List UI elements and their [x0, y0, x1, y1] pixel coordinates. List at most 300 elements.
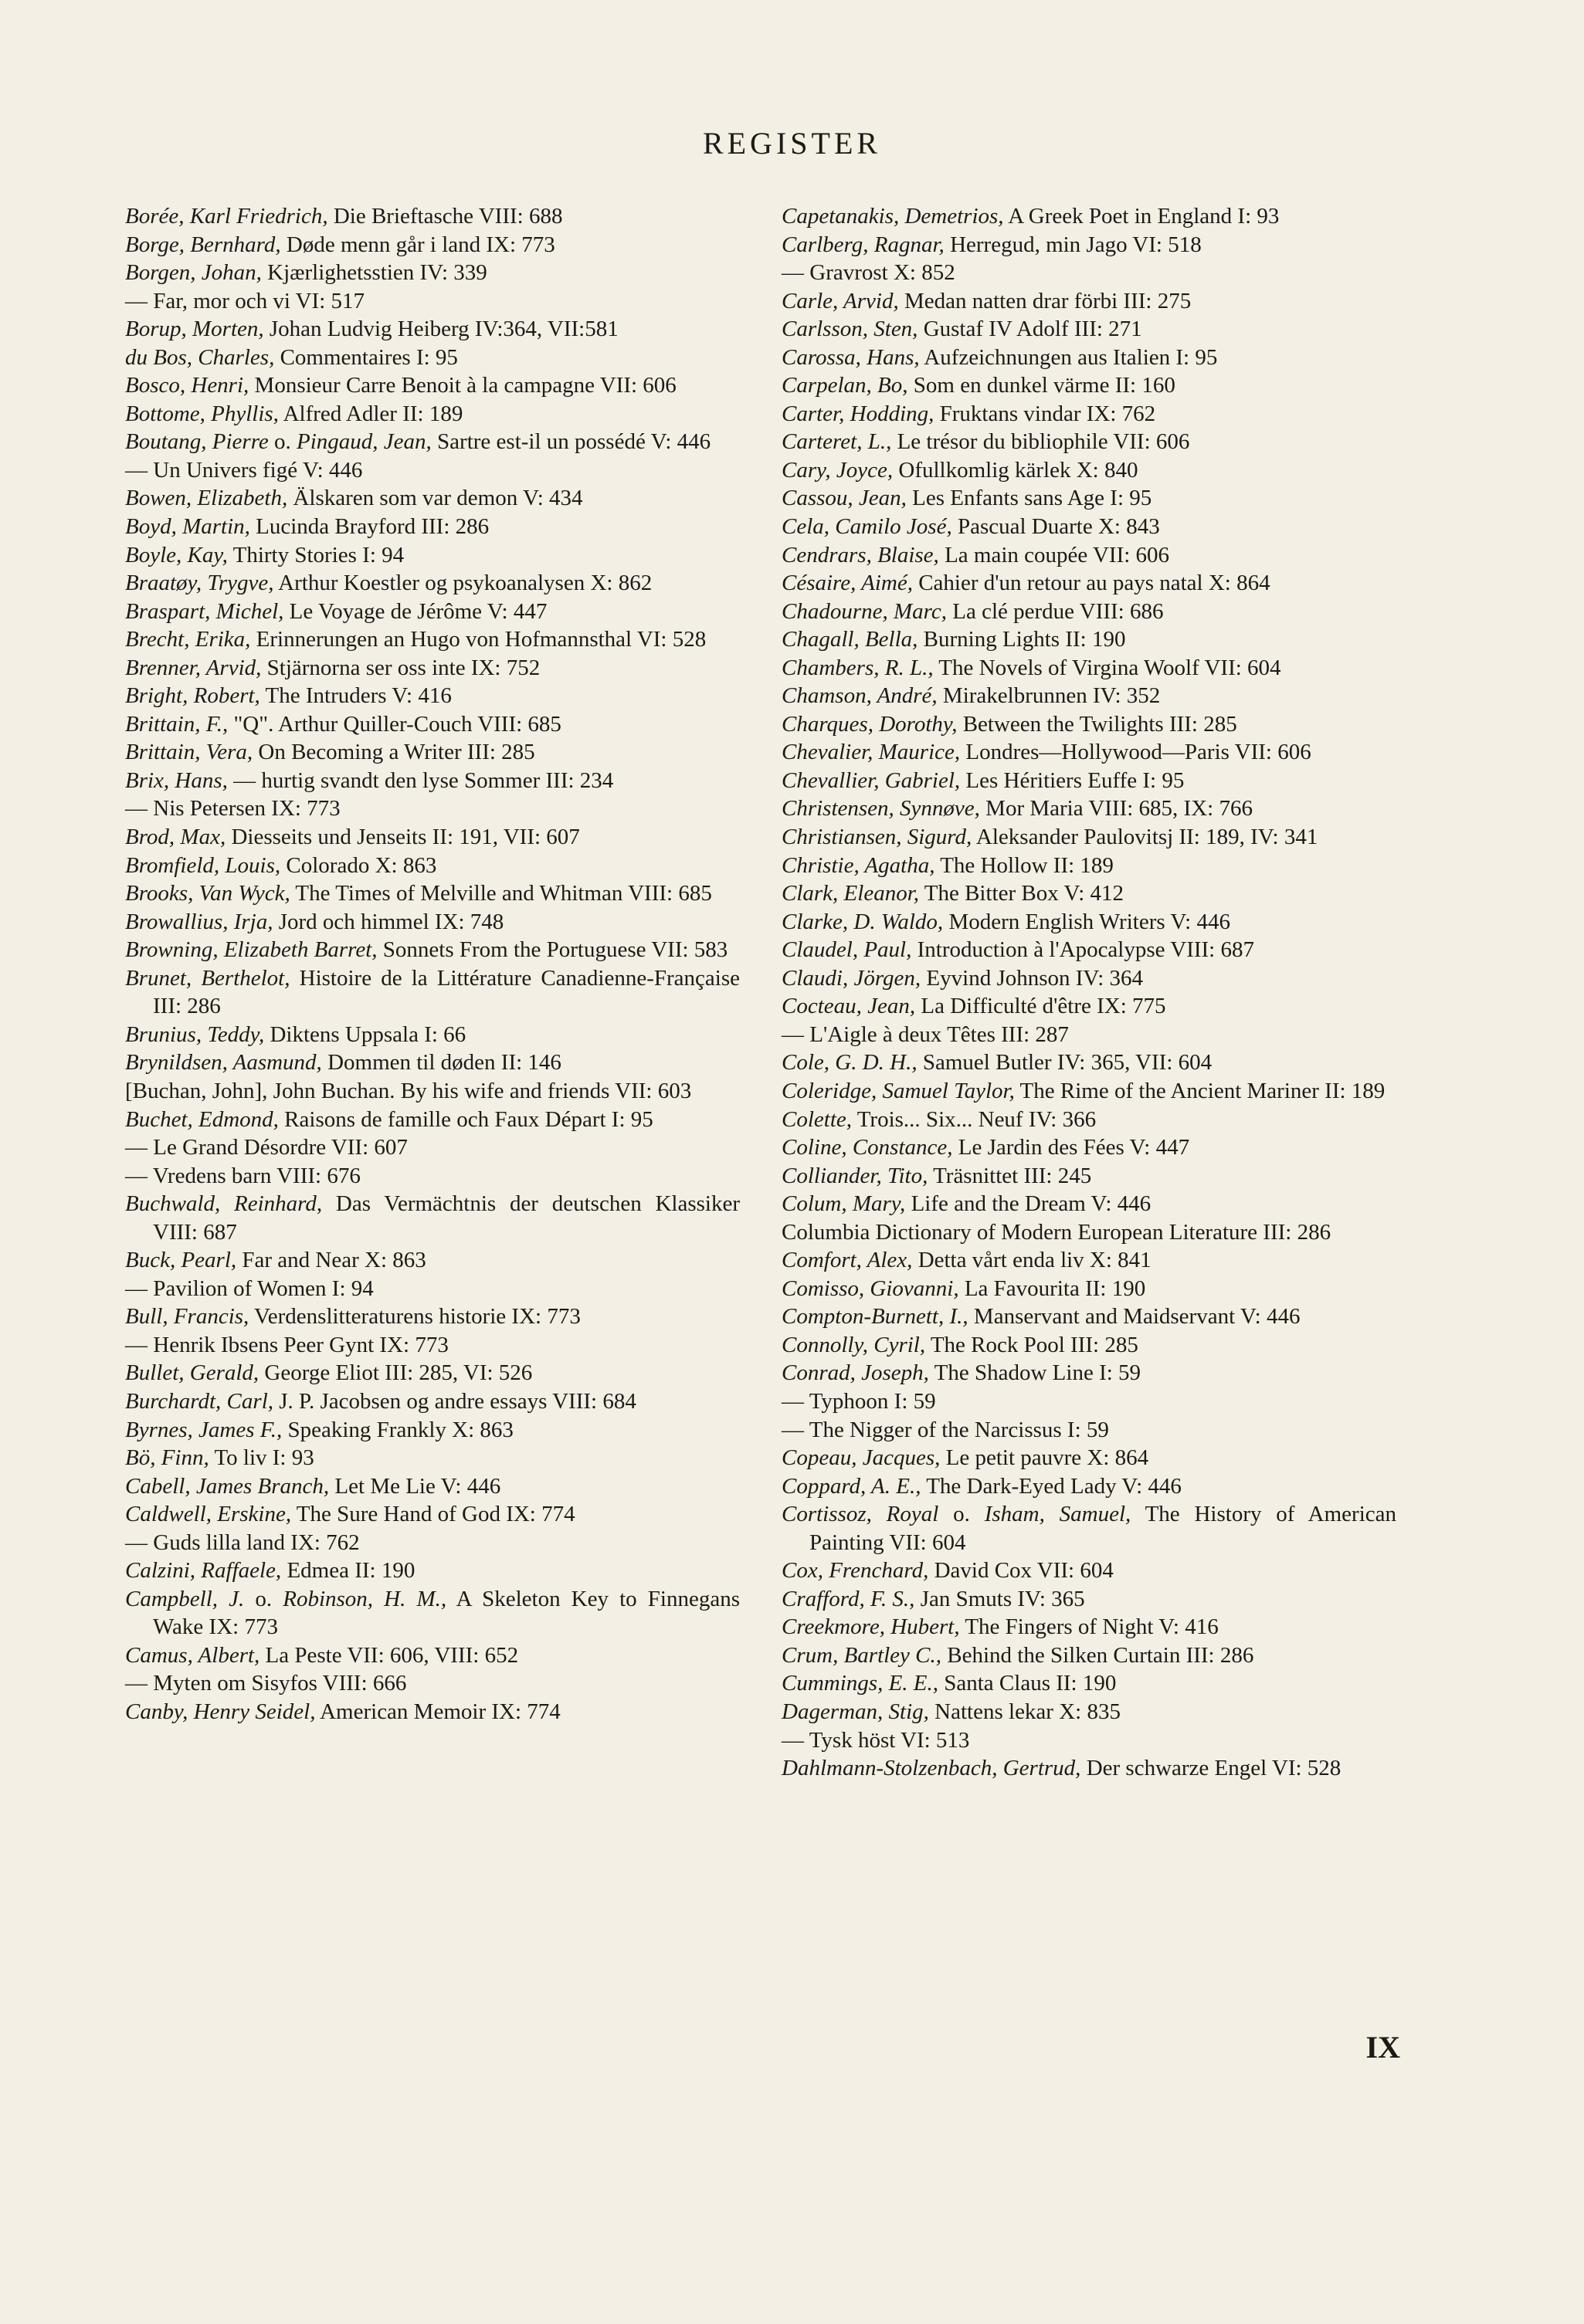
entry-author: Brunet, Berthelot, [125, 965, 290, 991]
entry-author: Coline, Constance, [782, 1135, 953, 1160]
entry-text: The Novels of Virgina Woolf VII: 604 [933, 655, 1281, 680]
entry-author: Christensen, Synnøve, [782, 796, 980, 822]
index-entry [782, 654, 1396, 683]
entry-text: Les Héritiers Euffe I: 95 [960, 767, 1185, 793]
entry-author: Bullet, Gerald, [125, 1360, 259, 1386]
entry-text: A Greek Poet in England I: 93 [1003, 204, 1280, 229]
index-entry [782, 682, 1396, 710]
entry-author: Cox, Frenchard, [782, 1558, 929, 1584]
index-entry [125, 1162, 740, 1191]
entry-text: Älskaren som var demon V: 434 [287, 486, 583, 511]
index-entry [782, 231, 1396, 259]
index-entry [782, 936, 1396, 964]
entry-text: Stjärnorna ser oss inte IX: 752 [261, 655, 541, 680]
index-entry [782, 569, 1396, 598]
entry-author: Claudel, Paul, [782, 937, 912, 963]
index-entry [125, 598, 740, 626]
index-entry [782, 1557, 1396, 1585]
entry-author: Borgen, Johan, [125, 260, 262, 286]
entry-author: Copeau, Jacques, [782, 1445, 941, 1471]
entry-author: du Bos, Charles, [125, 344, 275, 370]
index-entry [782, 344, 1396, 372]
entry-text: La main coupée VII: 606 [938, 542, 1170, 567]
entry-text: — L'Aigle à deux Têtes III: 287 [782, 1021, 1069, 1047]
entry-author: Brenner, Arvid, [125, 655, 262, 680]
index-entry [125, 1359, 740, 1387]
entry-text: Le Voyage de Jérôme V: 447 [283, 598, 548, 624]
entry-author: Buchwald, Reinhard, [125, 1191, 323, 1217]
entry-author: Chadourne, Marc, [782, 598, 947, 624]
entry-text: Le trésor du bibliophile VII: 606 [891, 429, 1190, 455]
index-entry [782, 794, 1396, 823]
entry-text: Träsnittet III: 245 [928, 1163, 1092, 1188]
entry-text: Diesseits und Jenseits II: 191, VII: 607 [226, 825, 580, 850]
index-entry [782, 1726, 1396, 1755]
entry-text: The Rime of the Ancient Mariner II: 189 [1014, 1078, 1386, 1103]
index-entry [125, 400, 740, 429]
index-entry [782, 1133, 1396, 1162]
entry-text: Colorado X: 863 [280, 852, 437, 878]
index-entry [782, 908, 1396, 937]
entry-author: Burchardt, Carl, [125, 1388, 273, 1414]
entry-author: Cole, G. D. H., [782, 1050, 917, 1076]
entry-author: Boyle, Kay, [125, 542, 228, 567]
entry-text: The History of American Painting VII: 604 [809, 1502, 1396, 1555]
index-entry [125, 1387, 740, 1416]
index-entry [125, 484, 740, 513]
index-entry [782, 1190, 1396, 1218]
index-entry [782, 1444, 1396, 1472]
index-entry [125, 1246, 740, 1275]
entry-text: The Shadow Line I: 59 [928, 1360, 1141, 1386]
page-number: IX [1365, 2030, 1400, 2065]
entry-text: Trois... Six... Neuf IV: 366 [852, 1106, 1097, 1132]
index-entry [782, 1218, 1396, 1247]
entry-author: Cocteau, Jean, [782, 994, 916, 1019]
entry-text: Le petit pauvre X: 864 [940, 1445, 1149, 1471]
entry-author: Comfort, Alex, [782, 1248, 913, 1273]
entry-author: Cary, Joyce, [782, 457, 894, 483]
entry-text: — Tysk höst VI: 513 [782, 1727, 970, 1753]
entry-text: David Cox VII: 604 [928, 1558, 1114, 1584]
entry-text: Jord och himmel IX: 748 [273, 909, 504, 934]
entry-author: Cendrars, Blaise, [782, 542, 939, 567]
entry-text: Speaking Frankly X: 863 [282, 1417, 514, 1442]
entry-text: Mirakelbrunnen IV: 352 [937, 683, 1161, 709]
index-entry [782, 879, 1396, 908]
index-entry [125, 1641, 740, 1670]
index-entry [782, 1275, 1396, 1303]
entry-author: Brecht, Erika, [125, 627, 251, 652]
entry-text: The Fingers of Night V: 416 [959, 1614, 1219, 1640]
index-column-right [782, 202, 1396, 1783]
index-entry [125, 682, 740, 710]
entry-text: Raisons de famille och Faux Départ I: 95 [278, 1106, 653, 1132]
entry-author: Boyd, Martin, [125, 514, 250, 540]
entry-text: Jan Smuts IV: 365 [914, 1586, 1085, 1611]
entry-text: Alfred Adler II: 189 [278, 401, 463, 426]
index-entry [782, 1641, 1396, 1670]
entry-text: Das Vermächtnis der deutschen Klassiker VIII: 687 [153, 1191, 740, 1245]
index-entry [782, 852, 1396, 880]
entry-author: Caldwell, Erskine, [125, 1502, 292, 1527]
entry-text: Fruktans vindar IX: 762 [934, 401, 1156, 426]
entry-text: Behind the Silken Curtain III: 286 [941, 1642, 1254, 1668]
index-entry [125, 1416, 740, 1445]
entry-author: Brynildsen, Aasmund, [125, 1050, 322, 1076]
entry-author: Comisso, Giovanni, [782, 1275, 959, 1301]
entry-text: George Eliot III: 285, VI: 526 [259, 1360, 533, 1386]
index-entry [125, 1529, 740, 1557]
entry-author: Carlsson, Sten, [782, 317, 918, 342]
entry-text: The Intruders V: 416 [259, 683, 452, 709]
index-entry [125, 1698, 740, 1726]
index-entry [782, 1162, 1396, 1191]
index-entry [782, 1669, 1396, 1698]
entry-author: Compton-Burnett, I., [782, 1304, 968, 1330]
index-entry [125, 513, 740, 541]
index-entry [782, 1472, 1396, 1501]
entry-author: Browning, Elizabeth Barret, [125, 937, 378, 963]
entry-author: Creekmore, Hubert, [782, 1614, 960, 1640]
index-entry [782, 738, 1396, 767]
index-entry [125, 710, 740, 739]
entry-text: — Le Grand Désordre VII: 607 [125, 1135, 408, 1160]
entry-text: — Un Univers figé V: 446 [125, 457, 363, 483]
index-entry [125, 456, 740, 485]
entry-text: Der schwarze Engel VI: 528 [1080, 1756, 1341, 1781]
entry-text: Som en dunkel värme II: 160 [907, 373, 1175, 398]
entry-author: Capetanakis, Demetrios, [782, 204, 1004, 229]
entry-text: o. [268, 429, 297, 455]
entry-text: Kjærlighetsstien IV: 339 [261, 260, 487, 286]
index-entry [125, 1133, 740, 1162]
entry-text: Between the Twilights III: 285 [957, 711, 1237, 737]
entry-text: Eyvind Johnson IV: 364 [921, 965, 1144, 991]
index-entry [125, 1331, 740, 1360]
entry-author: Borge, Bernhard, [125, 232, 281, 257]
entry-author: Carossa, Hans, [782, 344, 920, 370]
index-entry [125, 1077, 740, 1106]
entry-author: Brooks, Van Wyck, [125, 881, 290, 906]
entry-author: Pingaud, Jean, [297, 429, 432, 455]
entry-text: — Nis Petersen IX: 773 [125, 796, 341, 822]
index-entry [782, 1049, 1396, 1077]
index-entry [125, 428, 740, 456]
entry-text: The Rock Pool III: 285 [925, 1332, 1138, 1357]
entry-author: Bö, Finn, [125, 1445, 209, 1471]
index-entry [782, 710, 1396, 739]
index-entry [782, 1331, 1396, 1360]
entry-author: Chevalier, Maurice, [782, 740, 961, 765]
entry-author: Brittain, F., [125, 711, 229, 737]
index-entry [782, 1387, 1396, 1416]
index-entry [782, 1021, 1396, 1049]
entry-text: Cahier d'un retour au pays natal X: 864 [912, 571, 1270, 596]
index-entry [125, 879, 740, 908]
index-entry [782, 202, 1396, 231]
index-entry [125, 1444, 740, 1472]
entry-text: Johan Ludvig Heiberg IV:364, VII:581 [263, 317, 619, 342]
index-entry [782, 1359, 1396, 1387]
entry-text: Edmea II: 190 [281, 1558, 416, 1584]
index-entry [125, 1303, 740, 1331]
index-entry [125, 852, 740, 880]
index-entry [125, 794, 740, 823]
index-entry [782, 992, 1396, 1021]
entry-text: Monsieur Carre Benoit à la campagne VII: 606 [249, 373, 677, 398]
index-entry [782, 823, 1396, 852]
entry-text: Thirty Stories I: 94 [227, 542, 405, 567]
entry-text: — Typhoon I: 59 [782, 1388, 936, 1414]
entry-author: Clarke, D. Waldo, [782, 909, 944, 934]
entry-author: Brix, Hans, [125, 767, 228, 793]
entry-author: Cabell, James Branch, [125, 1473, 330, 1499]
entry-author: Chamson, André, [782, 683, 938, 709]
index-entry [782, 1246, 1396, 1275]
entry-author: Dahlmann-Stolzenbach, Gertrud, [782, 1756, 1081, 1781]
index-entry [125, 231, 740, 259]
entry-text: Let Me Lie V: 446 [329, 1473, 501, 1499]
entry-text: "Q". Arthur Quiller-Couch VIII: 685 [228, 711, 561, 737]
entry-author: Camus, Albert, [125, 1642, 260, 1668]
entry-author: Cela, Camilo José, [782, 514, 952, 540]
entry-text: To liv I: 93 [209, 1445, 314, 1471]
index-entry [782, 1106, 1396, 1134]
entry-author: Colliander, Tito, [782, 1163, 928, 1188]
entry-author: Césaire, Aimé, [782, 571, 913, 596]
entry-text: Mor Maria VIII: 685, IX: 766 [979, 796, 1253, 822]
index-entry [125, 541, 740, 570]
index-entry [125, 1557, 740, 1585]
entry-author: Connolly, Cyril, [782, 1332, 926, 1357]
entry-author: Chambers, R. L., [782, 655, 934, 680]
entry-text: La Difficulté d'être IX: 775 [915, 994, 1166, 1019]
entry-author: Chevallier, Gabriel, [782, 767, 961, 793]
entry-text: The Sure Hand of God IX: 774 [291, 1502, 575, 1527]
entry-author: Canby, Henry Seidel, [125, 1699, 316, 1724]
index-entry [782, 1303, 1396, 1331]
entry-text: The Hollow II: 189 [934, 852, 1114, 878]
entry-text: Nattens lekar X: 835 [928, 1699, 1121, 1724]
index-entry [125, 1472, 740, 1501]
page-title: REGISTER [702, 126, 882, 161]
index-entry [125, 625, 740, 654]
entry-author: Coppard, A. E., [782, 1473, 921, 1499]
entry-author: Brittain, Vera, [125, 740, 253, 765]
index-entry [125, 1585, 740, 1641]
index-entry [782, 1585, 1396, 1614]
index-entry [125, 908, 740, 937]
entry-author: Browallius, Irja, [125, 909, 273, 934]
entry-author: Braspart, Michel, [125, 598, 284, 624]
index-entry [782, 287, 1396, 316]
entry-text: La clé perdue VIII: 686 [947, 598, 1164, 624]
entry-text: The Times of Melville and Whitman VIII: 685 [290, 881, 712, 906]
index-entry [782, 513, 1396, 541]
index-entry [125, 1021, 740, 1049]
entry-text: The Bitter Box V: 412 [919, 881, 1124, 906]
entry-text: Modern English Writers V: 446 [943, 909, 1230, 934]
entry-author: Coleridge, Samuel Taylor, [782, 1078, 1015, 1103]
index-entry [782, 598, 1396, 626]
entry-author: Cassou, Jean, [782, 486, 907, 511]
index-entry [125, 1106, 740, 1134]
index-entry [125, 1500, 740, 1529]
entry-text: Diktens Uppsala I: 66 [264, 1021, 466, 1047]
entry-author: Cummings, E. E., [782, 1671, 938, 1696]
entry-text: — Henrik Ibsens Peer Gynt IX: 773 [125, 1332, 449, 1357]
entry-text: o. [244, 1586, 283, 1611]
entry-author: Carteret, L., [782, 429, 892, 455]
entry-text: Londres—Hollywood—Paris VII: 606 [960, 740, 1311, 765]
index-entry [125, 259, 740, 287]
entry-text: La Favourita II: 190 [958, 1275, 1146, 1301]
entry-text: o. [938, 1502, 985, 1527]
entry-author: Dagerman, Stig, [782, 1699, 929, 1724]
entry-author: Borup, Morten, [125, 317, 264, 342]
index-entry [782, 371, 1396, 400]
entry-text: Herregud, min Jago VI: 518 [944, 232, 1202, 257]
entry-text: Die Brieftasche VIII: 688 [327, 204, 563, 229]
entry-author: Carter, Hodding, [782, 401, 934, 426]
entry-author: Bowen, Elizabeth, [125, 486, 288, 511]
entry-author: Bright, Robert, [125, 683, 260, 709]
entry-text: Dommen til døden II: 146 [321, 1050, 561, 1076]
entry-text: [Buchan, John], John Buchan. By his wife and friends VII: 603 [125, 1078, 692, 1103]
entry-author: Boutang, Pierre [125, 429, 269, 455]
entry-text: Verdenslitteraturens historie IX: 773 [249, 1304, 581, 1330]
index-entry [782, 259, 1396, 287]
index-entry [782, 400, 1396, 429]
index-entry [782, 1754, 1396, 1783]
entry-author: Bottome, Phyllis, [125, 401, 279, 426]
entry-text: Santa Claus II: 190 [938, 1671, 1117, 1696]
entry-text: — Gravrost X: 852 [782, 260, 955, 286]
entry-author: Charques, Dorothy, [782, 711, 958, 737]
entry-author: Brod, Max, [125, 825, 226, 850]
index-entry [125, 371, 740, 400]
entry-text: Detta vårt enda liv X: 841 [912, 1248, 1152, 1273]
entry-author: Robinson, H. M., [283, 1586, 447, 1611]
entry-text: Samuel Butler IV: 365, VII: 604 [917, 1050, 1213, 1076]
entry-text: The Dark-Eyed Lady V: 446 [921, 1473, 1182, 1499]
entry-text: — The Nigger of the Narcissus I: 59 [782, 1417, 1109, 1442]
entry-author: Buck, Pearl, [125, 1248, 237, 1273]
entry-author: Bromfield, Louis, [125, 852, 281, 878]
entry-author: Bosco, Henri, [125, 373, 249, 398]
entry-text: Histoire de la Littérature Canadienne-Française III: 286 [153, 965, 741, 1019]
index-entry [782, 456, 1396, 485]
entry-author: Bull, Francis, [125, 1304, 249, 1330]
entry-text: Gustaf IV Adolf III: 271 [917, 317, 1142, 342]
index-entry [125, 964, 740, 1021]
entry-author: Conrad, Joseph, [782, 1360, 929, 1386]
entry-text: Arthur Koestler og psykoanalysen X: 862 [273, 571, 653, 596]
entry-author: Clark, Eleanor, [782, 881, 920, 906]
entry-author: Christie, Agatha, [782, 852, 935, 878]
entry-text: Les Enfants sans Age I: 95 [906, 486, 1152, 511]
entry-author: Crum, Bartley C., [782, 1642, 942, 1668]
entry-text: Sartre est-il un possédé V: 446 [431, 429, 711, 455]
entry-author: Borée, Karl Friedrich, [125, 204, 328, 229]
entry-text: A Skeleton Key to Finnegans Wake IX: 773 [153, 1586, 740, 1640]
index-entry [782, 767, 1396, 795]
entry-text: — Pavilion of Women I: 94 [125, 1275, 374, 1301]
entry-text: Le Jardin des Fées V: 447 [952, 1135, 1190, 1160]
entry-author: Crafford, F. S., [782, 1586, 915, 1611]
entry-text: La Peste VII: 606, VIII: 652 [259, 1642, 519, 1668]
index-entry [125, 738, 740, 767]
entry-author: Calzini, Raffaele, [125, 1558, 282, 1584]
entry-text: Aufzeichnungen aus Italien I: 95 [919, 344, 1218, 370]
entry-author: Claudi, Jörgen, [782, 965, 921, 991]
entry-text: — Myten om Sisyfos VIII: 666 [125, 1671, 407, 1696]
index-entry [782, 1698, 1396, 1726]
entry-author: Carlberg, Ragnar, [782, 232, 945, 257]
entry-author: Isham, Samuel, [984, 1502, 1131, 1527]
entry-text: Introduction à l'Apocalypse VIII: 687 [911, 937, 1254, 963]
index-entry [125, 823, 740, 852]
index-entry [125, 344, 740, 372]
entry-author: Buchet, Edmond, [125, 1106, 279, 1132]
entry-text: Burning Lights II: 190 [917, 627, 1126, 652]
index-entry [782, 964, 1396, 993]
entry-author: Christiansen, Sigurd, [782, 825, 972, 850]
index-entry [125, 1669, 740, 1698]
entry-text: Sonnets From the Portuguese VII: 583 [377, 937, 728, 963]
entry-author: Carpelan, Bo, [782, 373, 908, 398]
entry-author: Campbell, J. [125, 1586, 245, 1611]
entry-author: Chagall, Bella, [782, 627, 918, 652]
index-entry [782, 1613, 1396, 1641]
entry-author: Braatøy, Trygve, [125, 571, 274, 596]
entry-text: Erinnerungen an Hugo von Hofmannsthal VI: 528 [250, 627, 707, 652]
index-entry [125, 1190, 740, 1246]
entry-text: Columbia Dictionary of Modern European Literature III: 286 [782, 1219, 1331, 1245]
entry-author: Brunius, Teddy, [125, 1021, 265, 1047]
index-entry [125, 1049, 740, 1077]
index-entry [125, 315, 740, 344]
entry-text: Ofullkomlig kärlek X: 840 [893, 457, 1138, 483]
index-entry [125, 767, 740, 795]
index-entry [125, 569, 740, 598]
entry-author: Carle, Arvid, [782, 288, 899, 313]
entry-text: Medan natten drar förbi III: 275 [898, 288, 1192, 313]
index-entry [125, 202, 740, 231]
index-entry [125, 936, 740, 964]
index-entry [782, 484, 1396, 513]
entry-text: — Vredens barn VIII: 676 [125, 1163, 361, 1188]
entry-author: Colette, [782, 1106, 853, 1132]
entry-text: Døde menn går i land IX: 773 [280, 232, 555, 257]
entry-text: Commentaires I: 95 [274, 344, 458, 370]
index-entry [782, 1416, 1396, 1445]
entry-text: Manservant and Maidservant V: 446 [968, 1304, 1301, 1330]
entry-text: Aleksander Paulovitsj II: 189, IV: 341 [972, 825, 1318, 850]
entry-text: Lucinda Brayford III: 286 [249, 514, 490, 540]
entry-text: Far and Near X: 863 [236, 1248, 426, 1273]
entry-author: Cortissoz, Royal [782, 1502, 939, 1527]
index-entry [782, 541, 1396, 570]
index-column-left [125, 202, 740, 1726]
index-entry [782, 1500, 1396, 1557]
index-entry [782, 428, 1396, 456]
entry-text: Pascual Duarte X: 843 [951, 514, 1160, 540]
index-entry [782, 1077, 1396, 1106]
index-entry [125, 287, 740, 316]
entry-author: Colum, Mary, [782, 1191, 906, 1217]
